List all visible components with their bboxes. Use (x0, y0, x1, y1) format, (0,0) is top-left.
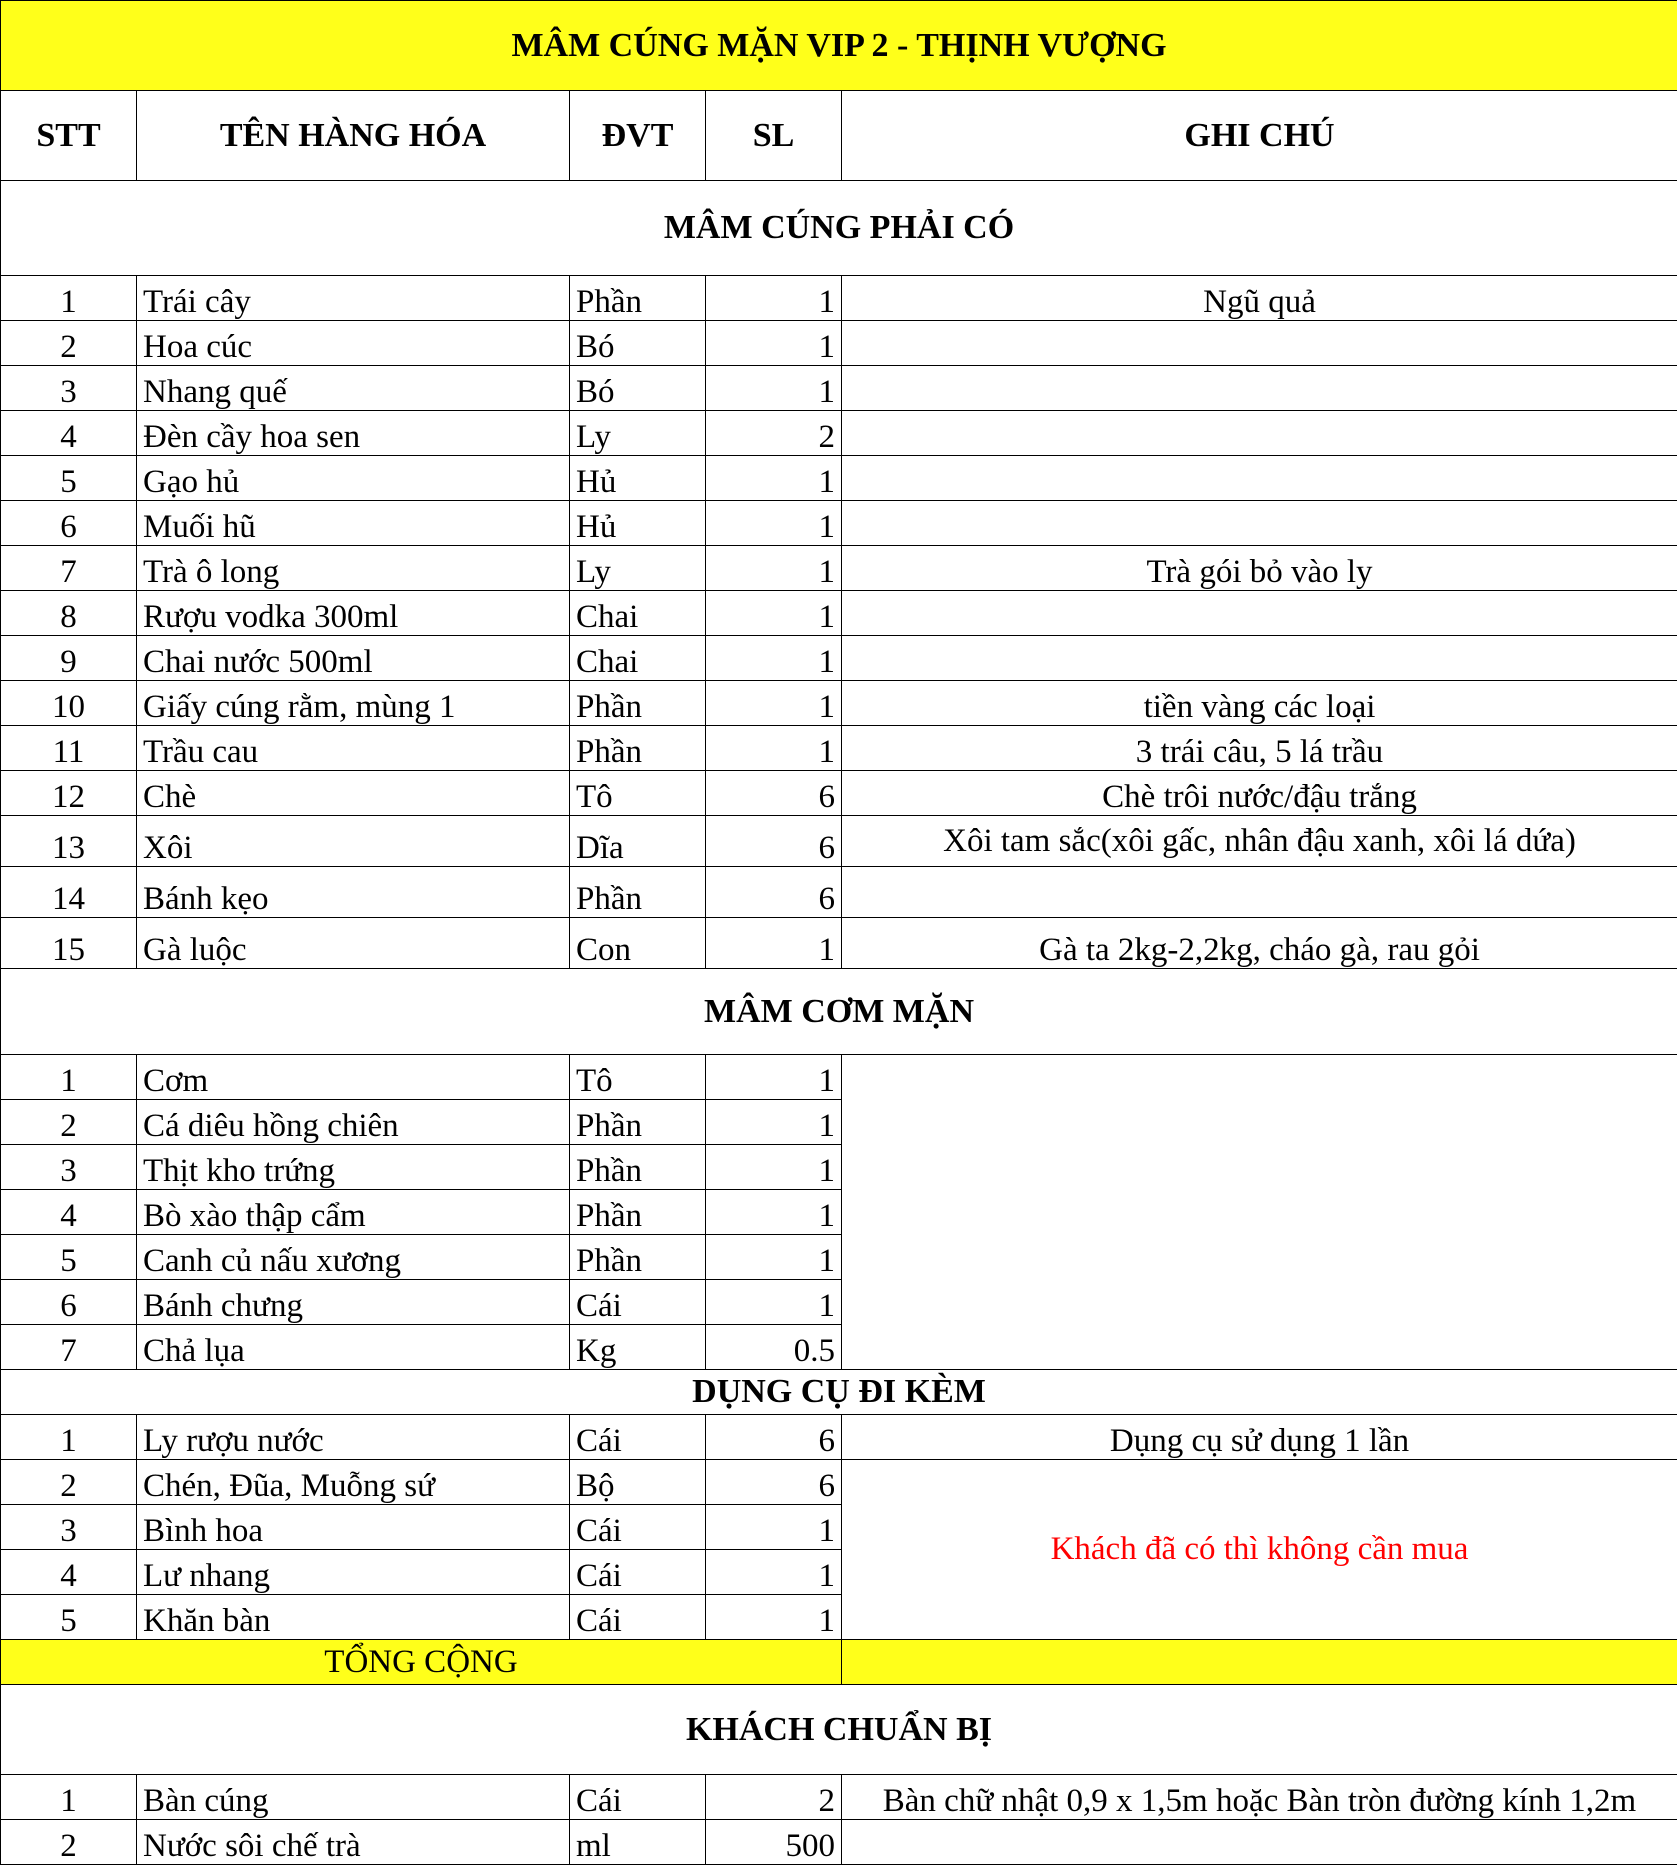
row-unit: Chai (570, 636, 706, 681)
row-qty: 6 (706, 1415, 842, 1460)
table-row (1, 276, 1677, 321)
row-qty: 6 (706, 867, 842, 918)
table-row (1, 411, 1677, 456)
row-note: Dụng cụ sử dụng 1 lần (842, 1415, 1677, 1460)
row-qty: 1 (706, 1190, 842, 1235)
row-name: Cá diêu hồng chiên (137, 1100, 570, 1145)
section1-title: MÂM CÚNG PHẢI CÓ (1, 181, 1677, 276)
row-name: Gạo hủ (137, 456, 570, 501)
row-unit: Bộ (570, 1460, 706, 1505)
row-qty: 6 (706, 771, 842, 816)
row-stt: 2 (1, 321, 137, 366)
table-row (1, 546, 1677, 591)
row-note: Chè trôi nước/đậu trắng (842, 771, 1677, 816)
row-note (842, 867, 1677, 918)
section4-title: KHÁCH CHUẨN BỊ (1, 1685, 1677, 1775)
table-row (1, 771, 1677, 816)
row-unit: Ly (570, 546, 706, 591)
row-qty: 2 (706, 411, 842, 456)
row-qty: 1 (706, 501, 842, 546)
row-qty: 500 (706, 1820, 842, 1865)
row-stt: 3 (1, 1505, 137, 1550)
section-title-row (1, 1685, 1677, 1775)
row-name: Bánh chưng (137, 1280, 570, 1325)
row-stt: 1 (1, 1415, 137, 1460)
row-stt: 1 (1, 1055, 137, 1100)
row-name: Giấy cúng rằm, mùng 1 (137, 681, 570, 726)
sheet-title: MÂM CÚNG MẶN VIP 2 - THỊNH VƯỢNG (1, 1, 1677, 91)
header-note: GHI CHÚ (842, 91, 1677, 181)
table-row (1, 726, 1677, 771)
row-stt: 3 (1, 366, 137, 411)
table-row (1, 681, 1677, 726)
row-name: Chai nước 500ml (137, 636, 570, 681)
row-qty: 1 (706, 1505, 842, 1550)
row-unit: Cái (570, 1280, 706, 1325)
row-stt: 7 (1, 1325, 137, 1370)
row-name: Canh củ nấu xương (137, 1235, 570, 1280)
row-unit: ml (570, 1820, 706, 1865)
row-note: Gà ta 2kg-2,2kg, cháo gà, rau gỏi (842, 918, 1677, 969)
table-row (1, 321, 1677, 366)
merged-note-red: Khách đã có thì không cần mua (842, 1460, 1677, 1640)
row-stt: 6 (1, 1280, 137, 1325)
row-qty: 1 (706, 366, 842, 411)
row-name: Hoa cúc (137, 321, 570, 366)
row-stt: 14 (1, 867, 137, 918)
row-unit: Tô (570, 771, 706, 816)
row-qty: 1 (706, 276, 842, 321)
row-stt: 7 (1, 546, 137, 591)
row-unit: Cái (570, 1550, 706, 1595)
section2-title: MÂM CƠM MẶN (1, 969, 1677, 1055)
row-name: Trà ô long (137, 546, 570, 591)
row-name: Khăn bàn (137, 1595, 570, 1640)
row-stt: 3 (1, 1145, 137, 1190)
header-name: TÊN HÀNG HÓA (137, 91, 570, 181)
row-stt: 8 (1, 591, 137, 636)
row-note (842, 321, 1677, 366)
row-name: Bình hoa (137, 1505, 570, 1550)
row-name: Chè (137, 771, 570, 816)
row-qty: 1 (706, 321, 842, 366)
row-note: 3 trái câu, 5 lá trầu (842, 726, 1677, 771)
row-note: Xôi tam sắc(xôi gấc, nhân đậu xanh, xôi lá dứa) (842, 816, 1677, 867)
row-qty: 1 (706, 1550, 842, 1595)
table-row (1, 867, 1677, 918)
row-name: Trái cây (137, 276, 570, 321)
row-qty: 1 (706, 591, 842, 636)
row-name: Nước sôi chế trà (137, 1820, 570, 1865)
row-unit: Chai (570, 591, 706, 636)
table-row (1, 1775, 1677, 1820)
row-stt: 5 (1, 456, 137, 501)
row-qty: 1 (706, 681, 842, 726)
row-qty: 1 (706, 1595, 842, 1640)
table-row (1, 816, 1677, 867)
row-qty: 1 (706, 726, 842, 771)
row-stt: 4 (1, 1190, 137, 1235)
title-row (1, 1, 1677, 91)
row-stt: 15 (1, 918, 137, 969)
row-qty: 1 (706, 918, 842, 969)
row-qty: 6 (706, 816, 842, 867)
row-qty: 1 (706, 1145, 842, 1190)
row-qty: 1 (706, 1055, 842, 1100)
row-qty: 0.5 (706, 1325, 842, 1370)
row-unit: Phần (570, 1190, 706, 1235)
table-row (1, 1415, 1677, 1460)
row-unit: Phần (570, 726, 706, 771)
row-name: Chả lụa (137, 1325, 570, 1370)
section-title-row (1, 1370, 1677, 1415)
row-qty: 1 (706, 456, 842, 501)
row-note (842, 1820, 1677, 1865)
row-unit: Dĩa (570, 816, 706, 867)
row-note: Bàn chữ nhật 0,9 x 1,5m hoặc Bàn tròn đường kính 1,2m (842, 1775, 1677, 1820)
total-label: TỔNG CỘNG (1, 1640, 842, 1685)
row-name: Đèn cầy hoa sen (137, 411, 570, 456)
row-unit: Hủ (570, 456, 706, 501)
row-name: Rượu vodka 300ml (137, 591, 570, 636)
table-row (1, 918, 1677, 969)
row-name: Xôi (137, 816, 570, 867)
row-stt: 2 (1, 1100, 137, 1145)
row-qty: 1 (706, 1100, 842, 1145)
row-unit: Phần (570, 1100, 706, 1145)
row-note (842, 456, 1677, 501)
row-unit: Cái (570, 1775, 706, 1820)
table-row (1, 591, 1677, 636)
row-unit: Hủ (570, 501, 706, 546)
section3-title: DỤNG CỤ ĐI KÈM (1, 1370, 1677, 1415)
table-row (1, 636, 1677, 681)
table-row (1, 1820, 1677, 1865)
row-unit: Cái (570, 1415, 706, 1460)
row-stt: 11 (1, 726, 137, 771)
table-row (1, 1055, 1677, 1100)
row-name: Nhang quế (137, 366, 570, 411)
row-name: Ly rượu nước (137, 1415, 570, 1460)
row-stt: 2 (1, 1820, 137, 1865)
header-row (1, 91, 1677, 181)
row-stt: 5 (1, 1235, 137, 1280)
header-qty: SL (706, 91, 842, 181)
row-stt: 10 (1, 681, 137, 726)
header-unit: ĐVT (570, 91, 706, 181)
row-name: Muối hũ (137, 501, 570, 546)
row-note: Trà gói bỏ vào ly (842, 546, 1677, 591)
table-row (1, 366, 1677, 411)
header-stt: STT (1, 91, 137, 181)
row-name: Bánh kẹo (137, 867, 570, 918)
row-stt: 13 (1, 816, 137, 867)
row-qty: 2 (706, 1775, 842, 1820)
row-qty: 1 (706, 1235, 842, 1280)
row-note (842, 636, 1677, 681)
row-stt: 1 (1, 276, 137, 321)
section2-note-cell (842, 1055, 1677, 1370)
total-value (842, 1640, 1677, 1685)
row-unit: Phần (570, 1235, 706, 1280)
row-qty: 1 (706, 1280, 842, 1325)
section-title-row (1, 969, 1677, 1055)
table-row (1, 501, 1677, 546)
row-unit: Phần (570, 1145, 706, 1190)
row-unit: Kg (570, 1325, 706, 1370)
row-note: tiền vàng các loại (842, 681, 1677, 726)
row-name: Chén, Đũa, Muỗng sứ (137, 1460, 570, 1505)
section-title-row (1, 181, 1677, 276)
row-qty: 6 (706, 1460, 842, 1505)
row-unit: Cái (570, 1595, 706, 1640)
row-stt: 6 (1, 501, 137, 546)
row-name: Thịt kho trứng (137, 1145, 570, 1190)
row-qty: 1 (706, 636, 842, 681)
row-note (842, 591, 1677, 636)
row-unit: Con (570, 918, 706, 969)
row-name: Trầu cau (137, 726, 570, 771)
row-unit: Phần (570, 867, 706, 918)
row-name: Cơm (137, 1055, 570, 1100)
row-name: Bò xào thập cẩm (137, 1190, 570, 1235)
row-name: Bàn cúng (137, 1775, 570, 1820)
row-stt: 4 (1, 1550, 137, 1595)
row-unit: Ly (570, 411, 706, 456)
row-unit: Phần (570, 681, 706, 726)
row-unit: Phần (570, 276, 706, 321)
row-qty: 1 (706, 546, 842, 591)
row-note: Ngũ quả (842, 276, 1677, 321)
table-row (1, 456, 1677, 501)
table-row (1, 1460, 1677, 1505)
row-unit: Bó (570, 366, 706, 411)
row-name: Lư nhang (137, 1550, 570, 1595)
row-note (842, 366, 1677, 411)
row-note (842, 501, 1677, 546)
row-unit: Tô (570, 1055, 706, 1100)
row-unit: Cái (570, 1505, 706, 1550)
row-stt: 12 (1, 771, 137, 816)
total-row (1, 1640, 1677, 1685)
row-stt: 2 (1, 1460, 137, 1505)
row-note (842, 411, 1677, 456)
row-stt: 4 (1, 411, 137, 456)
row-stt: 1 (1, 1775, 137, 1820)
row-stt: 5 (1, 1595, 137, 1640)
row-name: Gà luộc (137, 918, 570, 969)
row-unit: Bó (570, 321, 706, 366)
row-stt: 9 (1, 636, 137, 681)
